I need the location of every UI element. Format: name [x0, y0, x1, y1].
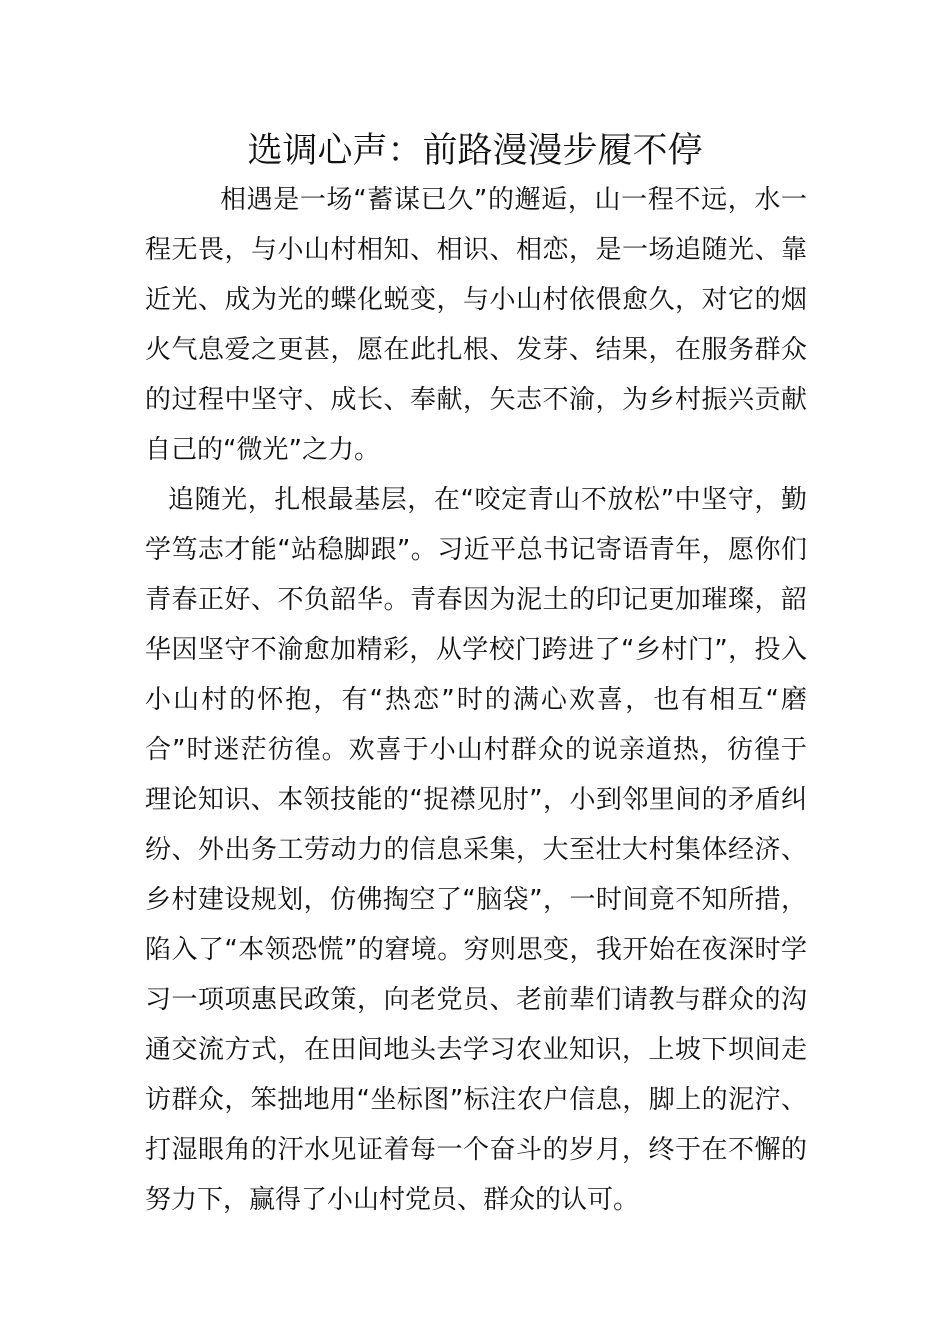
document-body: [145, 175, 807, 1225]
paragraph-1: 相遇是一场“蓄谋已久”的邂逅，山一程不远，水一程无畏，与小山村相知、相识、相恋，是一场追随光、靠近光、成为光的蝶化蜕变，与小山村依偎愈久，对它的烟火气息爱之更甚，愿在此扎根、发芽、结果，在服务群众的过程中坚守、成长、奉献，矢志不渝，为乡村振兴贡献自己的“微光”之力。: [145, 185, 807, 465]
document-title: 选调心声：前路漫漫步履不停: [247, 131, 703, 171]
paragraph-2: 追随光，扎根最基层，在“咬定青山不放松”中坚守，勤学笃志才能“站稳脚跟”。习近平总书记寄语青年，愿你们青春正好、不负韶华。青春因为泥土的印记更加璀璨，韶华因坚守不渝愈加精彩，从学校门跨进了“乡村门”，投入小山村的怀抱，有“热恋”时的满心欢喜，也有相互“磨合”时迷茫彷徨。欢喜于小山村群众的说亲道热，彷徨于理论知识、本领技能的“捉襟见肘”，小到邻里间的矛盾纠纷、外出务工劳动力的信息采集，大至壮大村集体经济、乡村建设规划，仿佛掏空了“脑袋”，一时间竟不知所措，陷入了“本领恐慌”的窘境。穷则思变，我开始在夜深时学习一项项惠民政策，向老党员、老前辈们请教与群众的沟通交流方式，在田间地头去学习农业知识，上坡下坝间走访群众，笨拙地用“坐标图”标注农户信息，脚上的泥泞、打湿眼角的汗水见证着每一个奋斗的岁月，终于在不懈的努力下，赢得了小山村党员、群众的认可。: [145, 485, 807, 1215]
